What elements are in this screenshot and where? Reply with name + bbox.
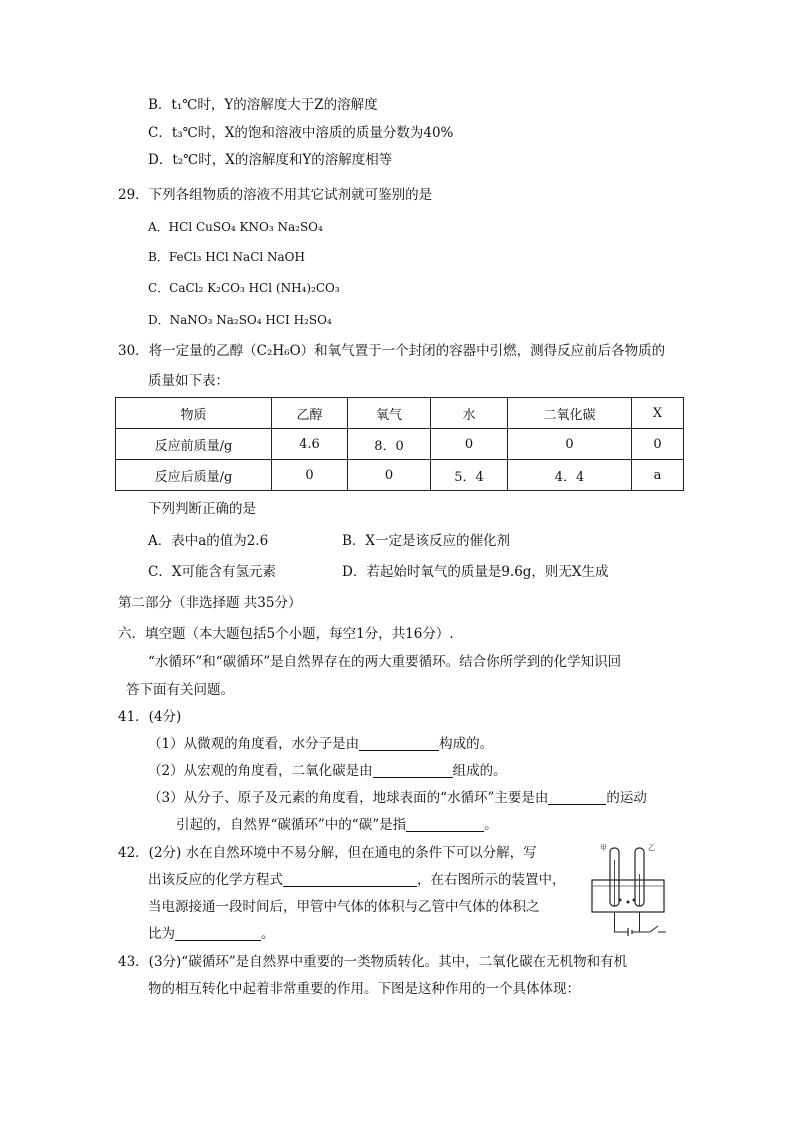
q43-line1: 43．(3分)“碳循环”是自然界中重要的一类物质转化。其中，二氧化碳在无机物和有机 [118,954,628,970]
q28-option-c: C．t₃℃时，X的饱和溶液中溶质的质量分数为40% [148,125,454,141]
q30-option-d: D．若起始时氧气的质量是9.6g，则无X生成 [342,564,609,580]
wire-left [615,912,629,932]
table-header-cell: 二氧化碳 [508,398,632,429]
q41-item2 [148,762,507,780]
q42-line2-text: 出该反应的化学方程式 [148,872,283,888]
table-cell: 0 [508,429,632,460]
q42-line4 [148,925,275,943]
bubble [619,899,622,902]
electrolysis-apparatus-figure [588,840,688,945]
tube-label-left: 甲 [600,844,607,852]
q41-item3-cont [176,816,498,834]
table-header-cell: 物质 [116,398,272,429]
table-cell: a [632,460,684,491]
table-cell: 反应前质量/g [116,429,272,460]
q41-heading: 41．(4分) [118,709,182,725]
answer-blank[interactable] [406,817,484,832]
q42-line4-text: 比为 [148,926,175,942]
q42-line2-text-end: ，在右图所示的装置中， [417,872,566,888]
table-cell: 5．4 [431,460,508,491]
table-cell: 8．0 [348,429,431,460]
table-cell: 0 [348,460,431,491]
bubble [633,899,636,902]
q30-option-a: A．表中a的值为2.6 [148,533,269,549]
q29-option-c: C．CaCl₂ K₂CO₃ HCl (NH₄)₂CO₃ [148,281,340,295]
q30-option-c: C．X可能含有氢元素 [148,564,276,580]
answer-blank[interactable] [175,926,261,941]
q28-option-d: D．t₂℃时，X的溶解度和Y的溶解度相等 [148,152,393,168]
q41-item2-text: （2）从宏观的角度看，二氧化碳是由 [148,763,373,779]
wire-right [640,912,651,932]
q42-line1: 42．(2分) 水在自然环境中不易分解，但在通电的条件下可以分解，写 [118,845,537,861]
table-cell: 4.6 [272,429,348,460]
q30-stem-line2: 质量如下表： [148,373,229,389]
q30-stem-line1: 30．将一定量的乙醇（C₂H₆O）和氧气置于一个封闭的容器中引燃，测得反应前后各物质的 [118,343,666,359]
answer-blank[interactable] [283,872,417,887]
q41-item3-cont-end: 。 [484,817,498,833]
water-trough [592,880,664,912]
intro-line2: 答下面有关问题。 [126,682,234,698]
q29-option-a: A．HCl CuSO₄ KNO₃ Na₂SO₄ [148,220,323,234]
table-cell: 反应后质量/g [116,460,272,491]
q41-item1-text-end: 构成的。 [439,736,494,752]
table-row [116,429,684,460]
q30-option-b: B．X一定是该反应的催化剂 [342,533,511,549]
q43-line2: 物的相互转化中起着非常重要的作用。下图是这种作用的一个具体体现： [148,981,580,997]
q41-item1 [148,735,493,753]
q41-item3 [148,789,647,807]
q41-item3-text: （3）从分子、原子及元素的角度看，地球表面的“水循环”主要是由 [148,790,549,806]
q41-item3-text-end: 的运动 [606,790,647,806]
intro-line1: “水循环”和“碳循环”是自然界存在的两大重要循环。结合你所学到的化学知识回 [148,654,622,670]
table-header-cell: 氧气 [348,398,431,429]
table-header-row [116,398,684,429]
table-cell: 0 [431,429,508,460]
table-cell: 0 [272,460,348,491]
q41-item2-text-end: 组成的。 [452,763,507,779]
q30-mass-table [115,397,684,491]
switch-icon [650,926,658,932]
tube-label-right: 乙 [648,844,655,852]
q29-stem: 29．下列各组物质的溶液不用其它试剂就可鉴别的是 [118,187,433,203]
table-header-cell: 水 [431,398,508,429]
q41-item3-cont-text: 引起的，自然界“碳循环”中的“碳”是指 [176,817,407,833]
answer-blank[interactable] [359,736,439,751]
q42-line3: 当电源接通一段时间后，甲管中气体的体积与乙管中气体的体积之 [148,899,540,915]
bubble [627,901,630,904]
q42-line4-text-end: 。 [261,926,275,942]
table-cell: 4．4 [508,460,632,491]
q28-option-b: B．t₁℃时，Y的溶解度大于Z的溶解度 [148,97,378,113]
q29-option-b: B．FeCl₃ HCl NaCl NaOH [148,250,305,264]
table-cell: 0 [632,429,684,460]
table-row [116,460,684,491]
table-header-cell: X [632,398,684,429]
q41-item1-text: （1）从微观的角度看，水分子是由 [148,736,360,752]
table-header-cell: 乙醇 [272,398,348,429]
answer-blank[interactable] [548,790,606,805]
q30-prompt: 下列判断正确的是 [148,501,256,517]
q42-line2 [148,871,566,889]
part-two-heading: 第二部分（非选择题 共35分） [118,595,302,611]
q29-option-d: D．NaNO₃ Na₂SO₄ HCI H₂SO₄ [148,313,332,327]
section-six-heading: 六．填空题（本大题包括5个小题，每空1分，共16分）. [118,626,454,642]
answer-blank[interactable] [373,763,453,778]
